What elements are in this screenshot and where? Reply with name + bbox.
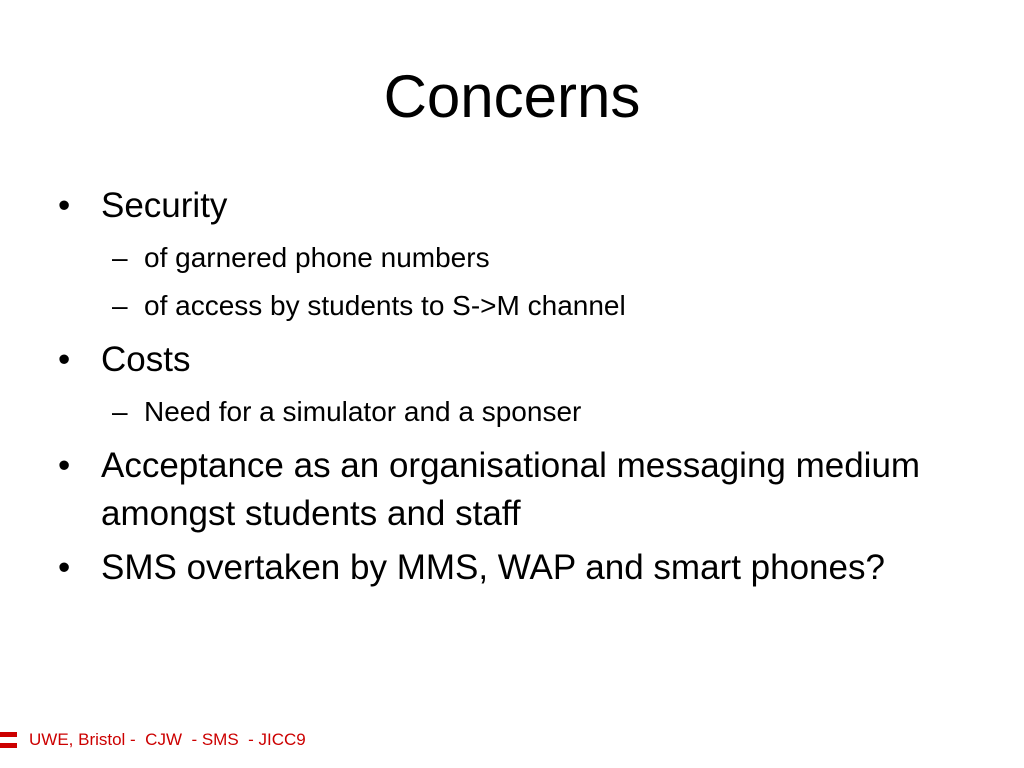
sub-bullet-text: Need for a simulator and a sponser [144,396,582,427]
dash-icon: – [112,396,128,427]
dash-icon: – [112,290,128,321]
sub-bullet-text: of garnered phone numbers [144,242,490,273]
sub-bullet-item [99,388,958,436]
bullet-text: Costs [101,340,191,379]
bullet-icon: • [58,186,71,225]
bullet-icon: • [58,548,71,587]
footer [0,728,306,752]
bullet-text: SMS overtaken by MMS, WAP and smart phones? [101,548,885,587]
bullet-item [58,442,958,538]
bullet-icon: • [58,340,71,379]
slide-title: Concerns [383,63,641,130]
bullet-item [58,182,958,330]
bullet-list [58,182,958,598]
dash-icon: – [112,242,128,273]
sub-bullet-text: of access by students to S->M channel [144,290,626,321]
bullet-item [58,544,958,592]
bullet-text: Acceptance as an organisational messaging medium amongst students and staff [101,446,921,533]
sub-bullet-item [99,234,958,282]
bullet-icon: • [58,446,71,485]
sub-bullet-item [99,282,958,330]
footer-text: UWE, Bristol - CJW - SMS - JICC9 [29,730,306,749]
sub-bullet-list [101,234,958,330]
sub-bullet-list [101,388,958,436]
bullet-text: Security [101,186,228,225]
bullet-item [58,336,958,436]
uwe-logo-icon [0,730,17,750]
